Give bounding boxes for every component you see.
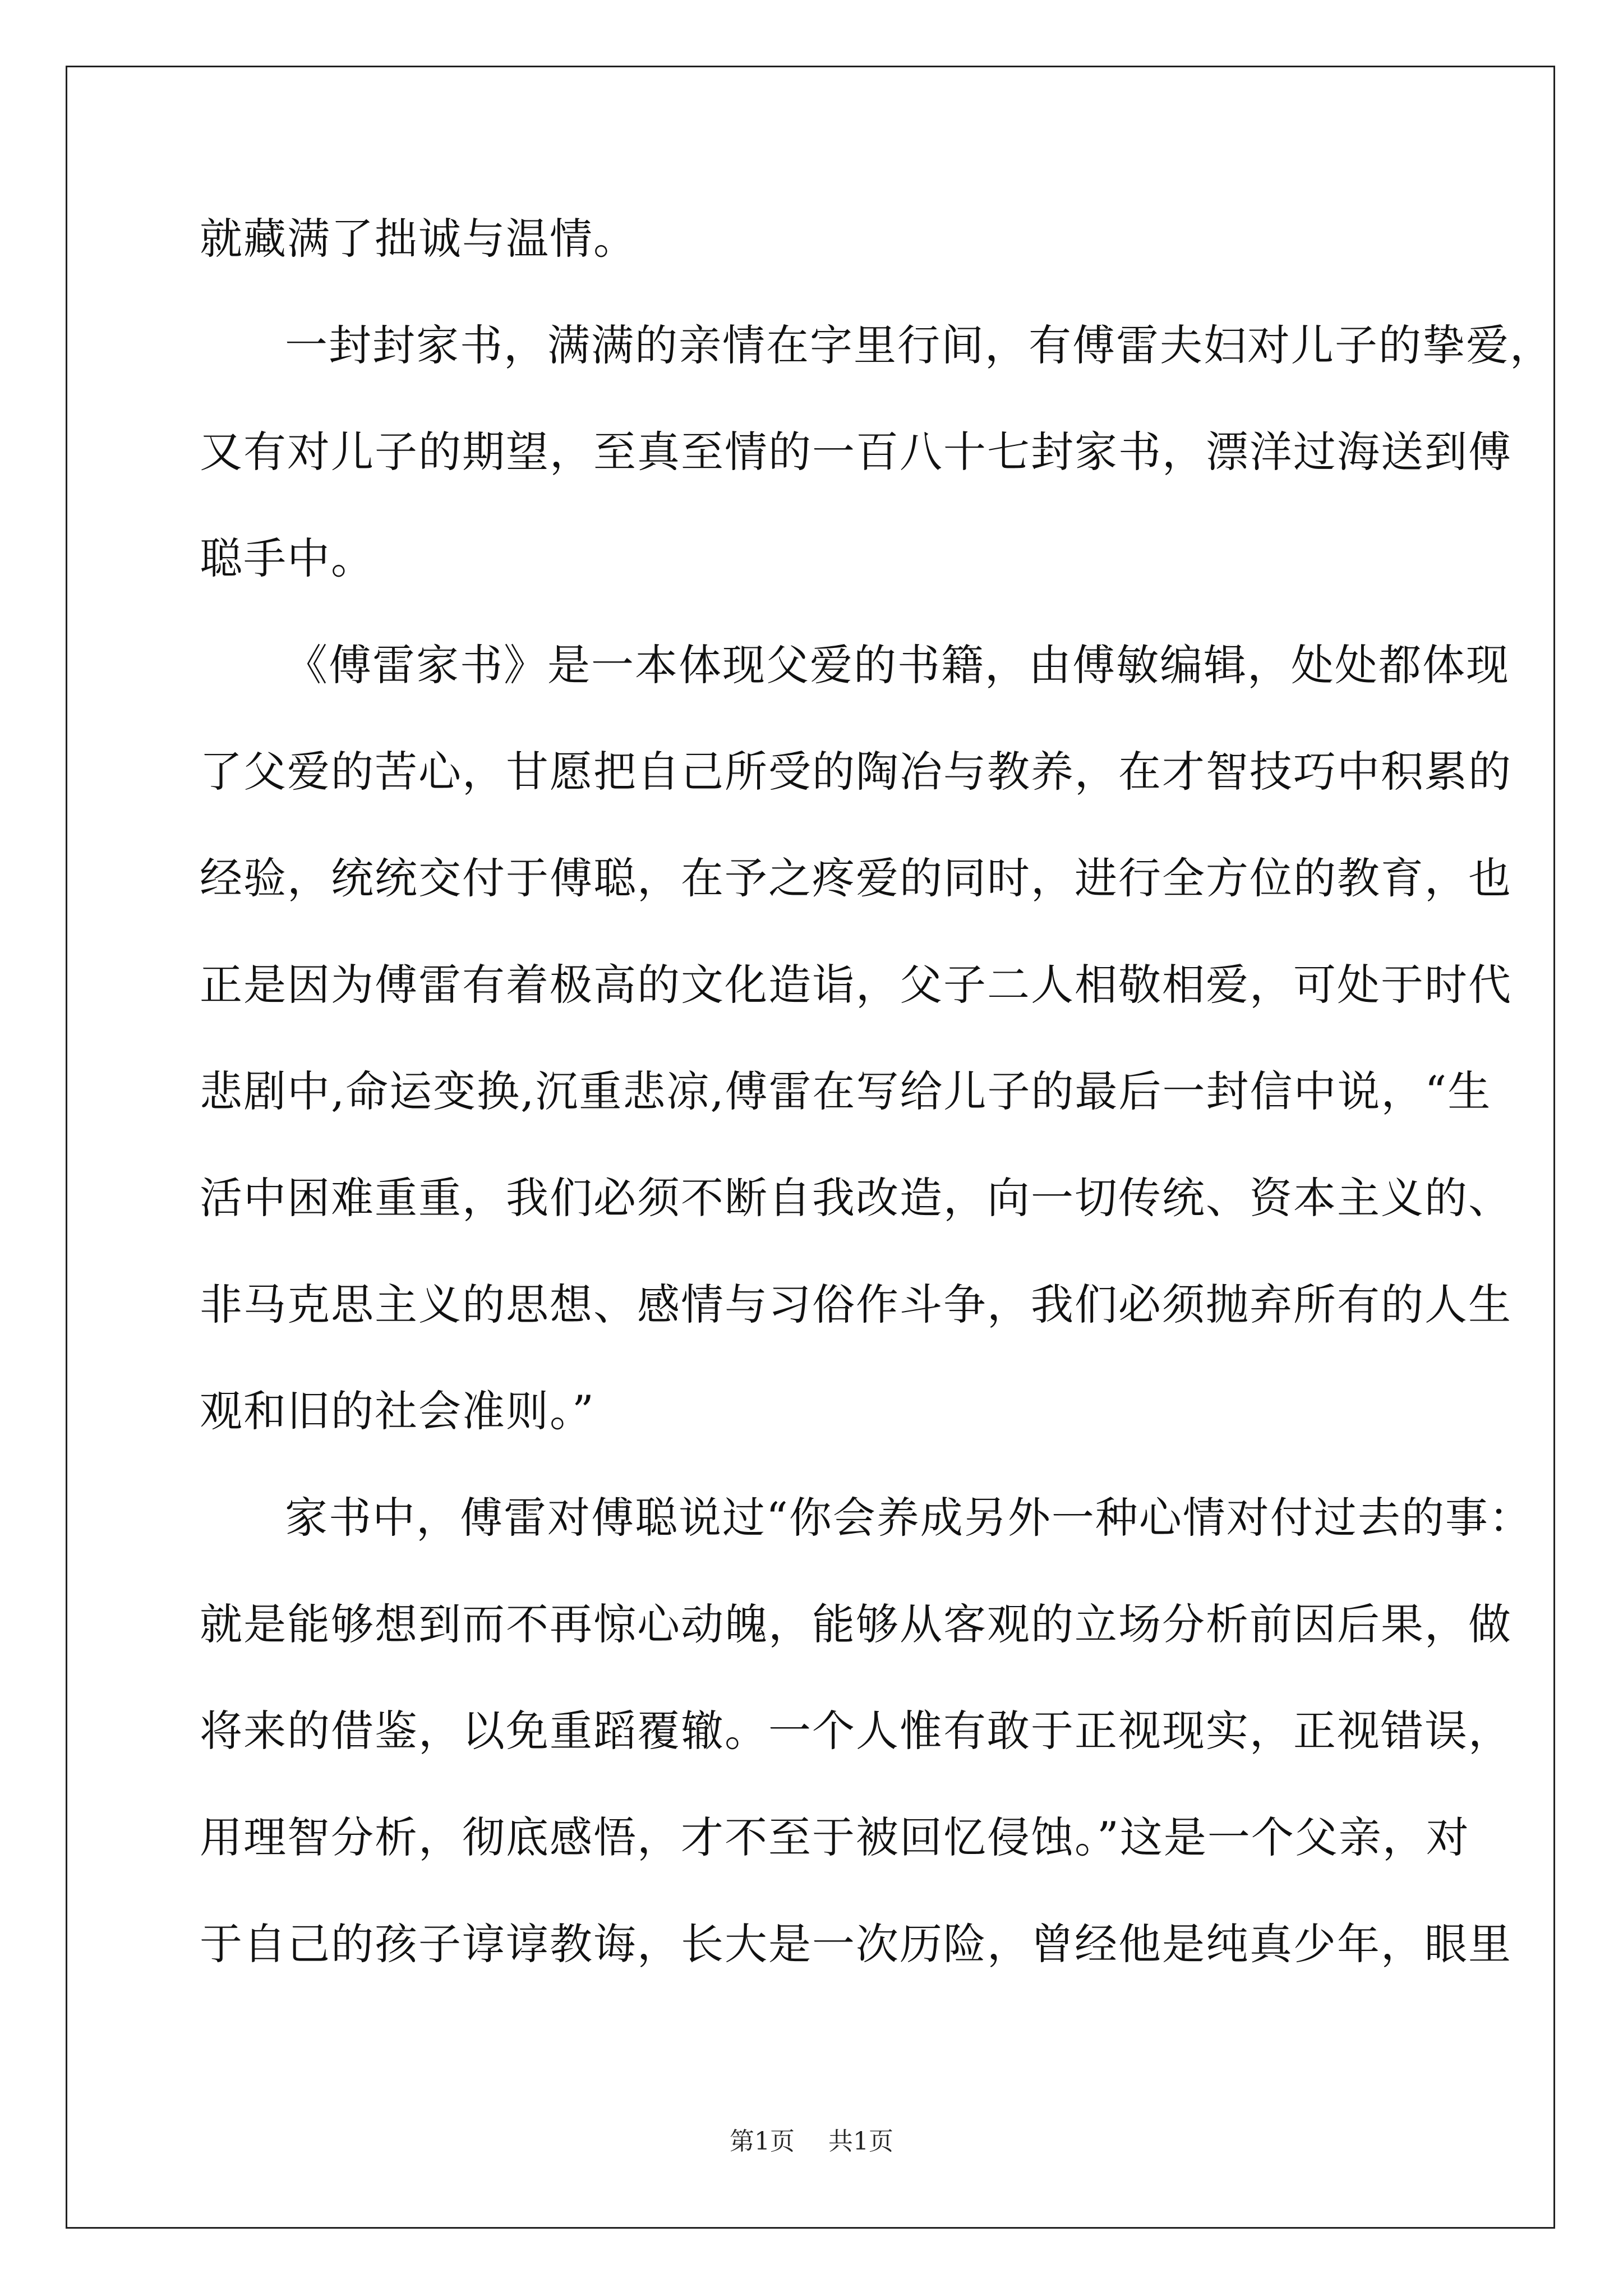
text-line: 正是因为傅雷有着极高的文化造诣，父子二人相敬相爱，可处于时代 xyxy=(200,960,1512,1010)
page-number: 第1页 xyxy=(730,2127,795,2156)
text-line: 活中困难重重，我们必须不断自我改造，向一切传统、资本主义的、 xyxy=(200,1173,1512,1223)
paragraph-start-line: 《傅雷家书》是一本体现父爱的书籍，由傅敏编辑，处处都体现 xyxy=(285,640,1510,690)
text-line: 就是能够想到而不再惊心动魄，能够从客观的立场分析前因后果，做 xyxy=(200,1599,1512,1649)
page-total: 共1页 xyxy=(828,2127,893,2156)
page-footer xyxy=(0,2126,1623,2157)
text-line: 于自己的孩子谆谆教诲，长大是一次历险，曾经他是纯真少年，眼里 xyxy=(200,1919,1512,1969)
text-line: 了父爱的苦心，甘愿把自己所受的陶冶与教养，在才智技巧中积累的 xyxy=(200,747,1512,797)
text-line: 经验，统统交付于傅聪，在予之疼爱的同时，进行全方位的教育，也 xyxy=(200,853,1512,903)
text-line: 用理智分析，彻底感悟，才不至于被回忆侵蚀。”这是一个父亲，对 xyxy=(200,1812,1470,1862)
text-line: 就藏满了拙诚与温情。 xyxy=(200,214,637,264)
text-line: 观和旧的社会准则。” xyxy=(200,1386,595,1436)
paragraph-start-line: 一封封家书，满满的亲情在字里行间，有傅雷夫妇对儿子的挚爱， xyxy=(285,320,1553,370)
text-line: 将来的借鉴，以免重蹈覆辙。一个人惟有敢于正视现实，正视错误， xyxy=(200,1706,1512,1756)
document-body xyxy=(200,212,1553,2024)
paragraph-start-line: 家书中，傅雷对傅聪说过“你会养成另外一种心情对付过去的事： xyxy=(285,1493,1533,1543)
text-line: 又有对儿子的期望，至真至情的一百八十七封家书，漂洋过海送到傅 xyxy=(200,427,1512,477)
text-line: 悲剧中,命运变换,沉重悲凉,傅雷在写给儿子的最后一封信中说，“生 xyxy=(200,1066,1492,1116)
text-line: 非马克思主义的思想、感情与习俗作斗争，我们必须抛弃所有的人生 xyxy=(200,1280,1512,1329)
text-line: 聪手中。 xyxy=(200,533,375,583)
